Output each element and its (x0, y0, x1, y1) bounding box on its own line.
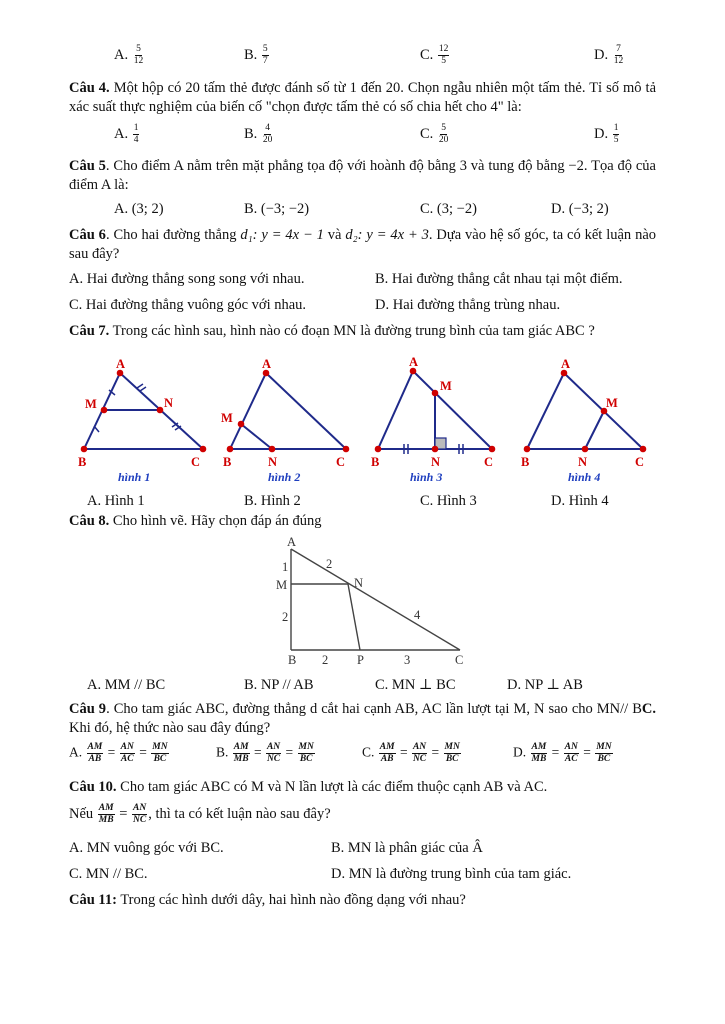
q9-option-d: D. $\frac{AM}{MB}$ = $\frac{AN}{AC}$ = $\frac{MN}{BC}$ (513, 742, 612, 764)
q8-option-a: A. MM // BC (87, 677, 166, 693)
svg-text:N: N (164, 396, 174, 410)
q10-condition: Nếu $\frac{AM}{MB}$ = $\frac{AN}{NC}$ , thì ta có kết luận nào sau đây? (69, 803, 331, 825)
svg-text:N: N (268, 455, 278, 469)
q10-text: Câu 10. Cho tam giác ABC có M và N lần lượt là các điểm thuộc cạnh AB và AC. (69, 779, 548, 795)
q6-line-d1: d₁: y = 4x − 1 (240, 227, 324, 243)
svg-text:N: N (578, 455, 588, 469)
q10-option-d: D. MN là đường trung bình của tam giác. (331, 866, 572, 882)
svg-text:M: M (85, 397, 97, 411)
svg-text:C: C (484, 455, 494, 469)
q5-option-b: B. (−3; −2) (244, 201, 310, 217)
svg-text:B: B (78, 455, 87, 469)
q3-option-b: B. $\frac{5}{7}$ (244, 44, 268, 66)
svg-text:A: A (116, 357, 126, 371)
q6-option-d: D. Hai đường thẳng trùng nhau. (375, 297, 561, 313)
q8-option-d: D. NP ⊥ AB (507, 677, 583, 693)
q6-option-b: B. Hai đường thẳng cắt nhau tại một điểm. (375, 271, 623, 287)
q7-fig3-caption: hình 3 (410, 470, 443, 484)
q5-text: Câu 5. Cho điểm A nằm trên mặt phẳng tọa độ với hoành độ bằng 3 và tung độ bằng −2. Tọa độ của điểm A là: (69, 158, 656, 193)
q4-option-b: B. $\frac{4}{20}$ (244, 123, 273, 145)
q6-line-d2: d₂: y = 4x + 3 (345, 227, 429, 243)
q10-option-c: C. MN // BC. (69, 866, 148, 882)
q8-figure (0, 530, 725, 670)
svg-text:4: 4 (414, 608, 421, 622)
svg-text:1: 1 (282, 560, 289, 574)
q11-text: Câu 11: Trong các hình dưới dây, hai hình nào đồng dạng với nhau? (69, 892, 466, 908)
q9-text: Câu 9. Cho tam giác ABC, đường thẳng d cắt hai cạnh AB, AC lần lượt tại M, N sao cho MN// BC. Khi đó, hệ thức nào sau đây đúng? (69, 701, 656, 736)
svg-text:A: A (409, 355, 419, 369)
q3-option-a: A. $\frac{5}{12}$ (114, 44, 144, 66)
svg-text:B: B (288, 653, 297, 667)
q5-option-d: D. (−3; 2) (551, 201, 609, 217)
q4-option-d: D. $\frac{1}{5}$ (594, 123, 619, 145)
q6-text: Câu 6. Cho hai đường thẳng d₁: y = 4x − 1 và d₂: y = 4x + 3. Dựa vào hệ số góc, ta có kết luận nào sau đây? (69, 227, 657, 262)
q8-text: Câu 8. Cho hình vẽ. Hãy chọn đáp án đúng (69, 513, 322, 529)
q3-option-c: C. $\frac{12}{5}$ (420, 44, 449, 66)
q7-figure-3 (378, 371, 492, 454)
svg-text:C: C (455, 653, 464, 667)
q5-option-a: A. (3; 2) (114, 201, 164, 217)
svg-text:N: N (354, 576, 364, 590)
q4-option-a: A. $\frac{1}{4}$ (114, 123, 139, 145)
q7-option-a: A. Hình 1 (87, 493, 145, 509)
svg-text:B: B (371, 455, 380, 469)
svg-text:C: C (336, 455, 346, 469)
q3-option-d: D. $\frac{7}{12}$ (594, 44, 624, 66)
q4-option-c: C. $\frac{5}{20}$ (420, 123, 449, 145)
q7-text: Câu 7. Trong các hình sau, hình nào có đoạn MN là đường trung bình của tam giác ABC ? (69, 323, 595, 339)
svg-text:M: M (606, 396, 618, 410)
q6-option-a: A. Hai đường thẳng song song với nhau. (69, 271, 305, 287)
q6-option-c: C. Hai đường thẳng vuông góc với nhau. (69, 297, 307, 313)
svg-text:2: 2 (326, 557, 333, 571)
q5-option-c: C. (3; −2) (420, 201, 477, 217)
q7-fig2-caption: hình 2 (268, 470, 301, 484)
q10-option-a: A. MN vuông góc với BC. (69, 840, 224, 856)
q8-option-c: C. MN ⊥ BC (375, 677, 456, 693)
q7-figure-4 (527, 373, 643, 449)
svg-text:B: B (521, 455, 530, 469)
svg-text:A: A (287, 535, 297, 549)
q7-figures (0, 345, 725, 490)
q7-fig1-caption: hình 1 (118, 470, 151, 484)
q7-option-c: C. Hình 3 (420, 493, 477, 509)
q10-option-b: B. MN là phân giác của Â (331, 840, 483, 856)
q9-option-b: B. $\frac{AM}{MB}$ = $\frac{AN}{NC}$ = $\frac{MN}{BC}$ (216, 742, 314, 764)
q9-option-a: A. $\frac{AM}{AB}$ = $\frac{AN}{AC}$ = $\frac{MN}{BC}$ (69, 742, 168, 764)
svg-text:P: P (357, 653, 364, 667)
q8-option-b: B. NP // AB (244, 677, 314, 693)
q9-option-c: C. $\frac{AM}{AB}$ = $\frac{AN}{NC}$ = $\frac{MN}{BC}$ (362, 742, 460, 764)
svg-text:B: B (223, 455, 232, 469)
svg-text:2: 2 (322, 653, 329, 667)
svg-text:M: M (440, 379, 452, 393)
svg-text:M: M (276, 578, 288, 592)
svg-text:C: C (191, 455, 201, 469)
q7-option-b: B. Hình 2 (244, 493, 301, 509)
q4-text: Câu 4. Một hộp có 20 tấm thẻ được đánh số từ 1 đến 20. Chọn ngẫu nhiên một tấm thẻ. Tỉ số mô tả xác suất thực nghiệm của biến cố "chọn được tấm thẻ có số chia hết cho 4" là: (69, 80, 656, 115)
svg-text:N: N (431, 455, 441, 469)
q7-option-d: D. Hình 4 (551, 493, 609, 509)
q7-figure-2 (230, 373, 346, 449)
svg-text:3: 3 (404, 653, 411, 667)
svg-text:M: M (221, 411, 233, 425)
svg-text:2: 2 (282, 610, 289, 624)
svg-text:C: C (635, 455, 645, 469)
q7-fig4-caption: hình 4 (568, 470, 601, 484)
svg-text:A: A (561, 357, 571, 371)
svg-text:A: A (262, 357, 272, 371)
